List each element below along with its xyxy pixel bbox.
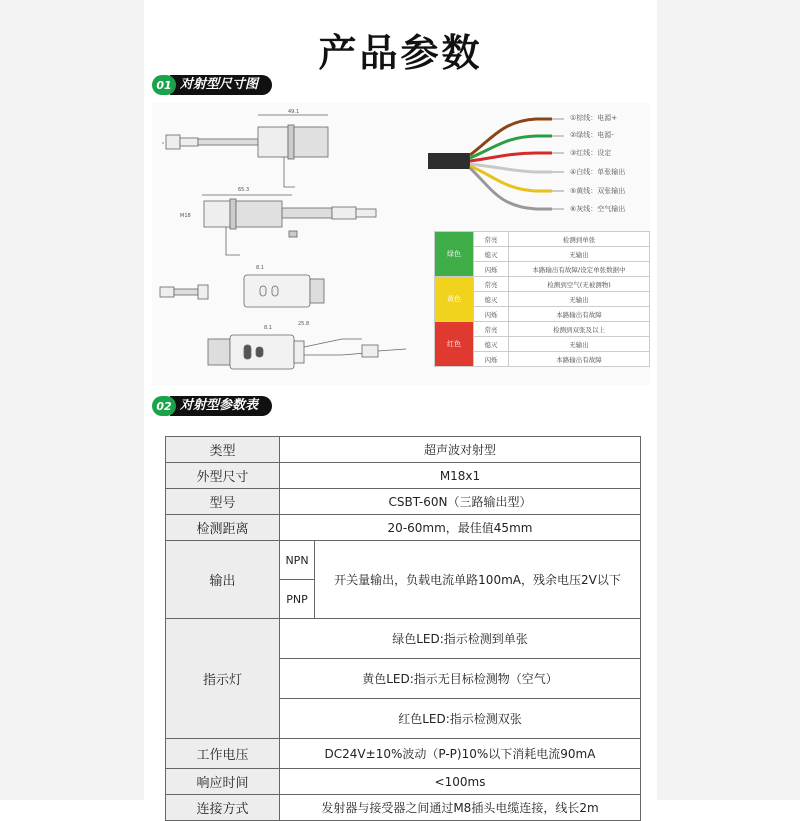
legend-row [435, 322, 650, 337]
legend-state: 常亮 [474, 322, 509, 337]
sensor-drawing-2 [202, 195, 376, 255]
section-number: 02 [152, 396, 176, 416]
legend-row [435, 277, 650, 292]
legend-state: 熄灭 [474, 337, 509, 352]
legend-state: 闪烁 [474, 352, 509, 367]
wire-label-6: ⑥灰线：空气输出 [570, 205, 626, 213]
wire-label-4: ④白线：单张输出 [570, 168, 626, 176]
legend-meaning: 本路输出有故障 [509, 352, 650, 367]
wire-label-2: ②绿线：电源- [570, 131, 614, 139]
dim-label-4: 8.1 [264, 325, 272, 331]
right-margin [657, 0, 800, 800]
legend-meaning: 本路输出有故障 [509, 307, 650, 322]
param-label-output: 输出 [166, 541, 280, 619]
output-npn: NPN [280, 541, 315, 580]
dim-label-5: 25.8 [298, 321, 310, 327]
legend-colour-yellow: 黄色 [435, 277, 474, 322]
param-value-indicator-green: 绿色LED:指示检测到单张 [280, 619, 641, 659]
dim-label-1: 49.1 [288, 109, 300, 115]
params-table [165, 436, 641, 821]
product-page [144, 0, 657, 817]
param-value-connection: 发射器与接受器之间通过M8插头电缆连接，线长2m [280, 795, 641, 821]
param-label-model: 型号 [166, 489, 280, 515]
legend-meaning: 无输出 [509, 292, 650, 307]
wire-label-1: ①棕线：电源+ [570, 114, 618, 122]
param-value-distance: 20-60mm，最佳值45mm [280, 515, 641, 541]
section-header-dimensions [152, 74, 272, 96]
param-value-indicator-red: 红色LED:指示检测双张 [280, 699, 641, 739]
legend-meaning: 检测到空气(无被测物) [509, 277, 650, 292]
left-margin [0, 0, 144, 800]
param-label-indicator: 指示灯 [166, 619, 280, 739]
table-row [166, 541, 641, 580]
output-pnp: PNP [280, 580, 315, 619]
sensor-drawing-3 [160, 275, 324, 307]
param-label-response: 响应时间 [166, 769, 280, 795]
legend-meaning: 检测到双张及以上 [509, 322, 650, 337]
section-number: 01 [152, 75, 176, 95]
dim-label-2: 65.3 [238, 187, 250, 193]
legend-state: 常亮 [474, 232, 509, 247]
param-value-size: M18x1 [280, 463, 641, 489]
table-row [166, 619, 641, 659]
param-label-size: 外型尺寸 [166, 463, 280, 489]
param-label-type: 类型 [166, 437, 280, 463]
legend-colour-red: 红色 [435, 322, 474, 367]
legend-state: 熄灭 [474, 247, 509, 262]
param-value-model: CSBT-60N（三路输出型） [280, 489, 641, 515]
legend-meaning: 无输出 [509, 247, 650, 262]
dim-label-6: M18 [180, 213, 191, 219]
section-header-params [152, 395, 272, 417]
cable-drawing [428, 119, 564, 209]
legend-state: 闪烁 [474, 307, 509, 322]
table-row [166, 795, 641, 821]
param-value-type: 超声波对射型 [280, 437, 641, 463]
legend-colour-green: 绿色 [435, 232, 474, 277]
param-label-voltage: 工作电压 [166, 739, 280, 769]
dim-label-3: 8.1 [256, 265, 264, 271]
param-value-output: 开关量输出，负载电流单路100mA，残余电压2V以下 [315, 541, 641, 619]
sensor-drawing-1 [162, 115, 328, 187]
legend-state: 熄灭 [474, 292, 509, 307]
section-label: 对射型尺寸图 [170, 75, 272, 95]
table-row [166, 515, 641, 541]
legend-meaning: 无输出 [509, 337, 650, 352]
table-row [166, 769, 641, 795]
wire-label-5: ⑤黄线：双张输出 [570, 187, 626, 195]
legend-state: 常亮 [474, 277, 509, 292]
table-row [166, 739, 641, 769]
param-value-voltage: DC24V±10%波动（P-P)10%以下消耗电流90mA [280, 739, 641, 769]
legend-meaning: 检测到单张 [509, 232, 650, 247]
led-legend-table [434, 231, 650, 367]
legend-row [435, 232, 650, 247]
table-row [166, 489, 641, 515]
legend-meaning: 本路输出有故障/设定单张数据中 [509, 262, 650, 277]
table-row [166, 463, 641, 489]
dimension-drawing [152, 103, 650, 385]
table-row [166, 437, 641, 463]
legend-state: 闪烁 [474, 262, 509, 277]
wire-label-3: ③红线：设定 [570, 149, 612, 157]
param-label-distance: 检测距离 [166, 515, 280, 541]
param-value-response: <100ms [280, 769, 641, 795]
section-label: 对射型参数表 [170, 396, 272, 416]
param-value-indicator-yellow: 黄色LED:指示无目标检测物（空气） [280, 659, 641, 699]
param-label-connection: 连接方式 [166, 795, 280, 821]
page-title: 产品参数 [318, 31, 483, 75]
sensor-drawing-4 [208, 335, 406, 369]
